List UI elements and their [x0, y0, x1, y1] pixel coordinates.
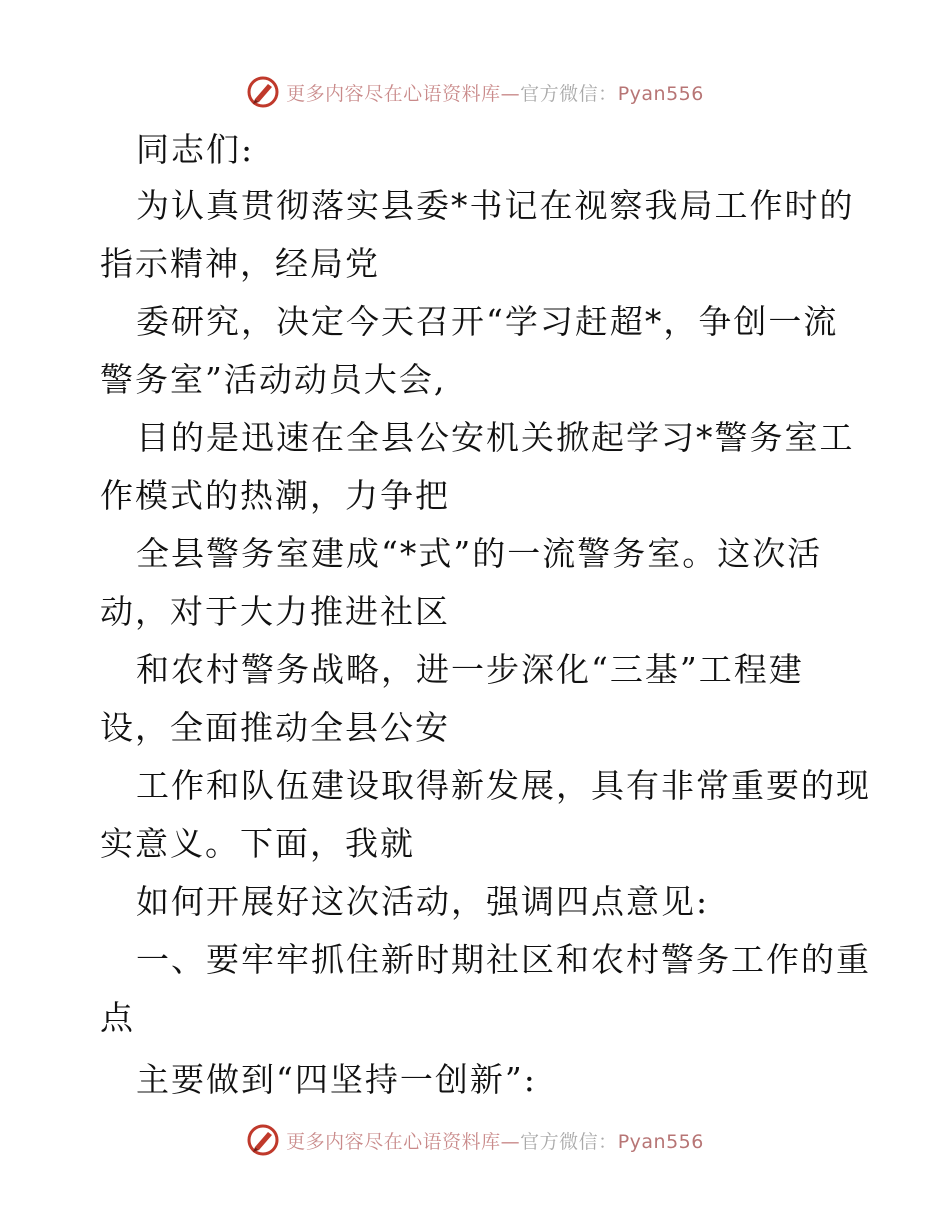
text-line: 目的是迅速在全县公安机关掀起学习*警务室工	[136, 418, 855, 457]
text-line: 和农村警务战略，进一步深化“三基”工程建	[136, 650, 804, 689]
text-line: 指示精神，经局党	[100, 244, 380, 283]
text-line: 全县警务室建成“*式”的一流警务室。这次活	[136, 534, 823, 573]
watermark-site: 更多内容尽在心语资料库	[286, 1130, 501, 1153]
watermark-id: Pyan556	[617, 1130, 704, 1153]
text-line: 一、要牢牢抓住新时期社区和农村警务工作的重	[136, 940, 871, 979]
pen-logo-icon	[246, 75, 280, 109]
text-line: 警务室”活动动员大会,	[100, 360, 447, 399]
text-line: 设，全面推动全县公安	[100, 708, 450, 747]
header-watermark	[0, 72, 950, 112]
text-line: 主要做到“四坚持一创新”:	[136, 1060, 537, 1099]
text-line: 同志们:	[136, 130, 255, 169]
text-line: 如何开展好这次活动，强调四点意见:	[136, 882, 710, 921]
text-line: 实意义。下面，我就	[100, 824, 415, 863]
text-line: 为认真贯彻落实县委*书记在视察我局工作时的	[136, 186, 855, 225]
pen-logo-icon	[246, 1123, 280, 1157]
text-line: 点	[100, 998, 135, 1037]
footer-watermark	[0, 1120, 950, 1160]
watermark-separator: —	[500, 82, 521, 105]
text-line: 委研究，决定今天召开“学习赶超*，争创一流	[136, 302, 839, 341]
watermark-label: 官方微信：	[520, 1130, 618, 1153]
watermark-text	[286, 1127, 704, 1154]
watermark-label: 官方微信：	[520, 82, 618, 105]
text-line: 动，对于大力推进社区	[100, 592, 450, 631]
text-line: 作模式的热潮，力争把	[100, 476, 450, 515]
watermark-site: 更多内容尽在心语资料库	[286, 82, 501, 105]
text-line: 工作和队伍建设取得新发展，具有非常重要的现	[136, 766, 871, 805]
watermark-separator: —	[500, 1130, 521, 1153]
watermark-text	[286, 79, 704, 106]
watermark-id: Pyan556	[617, 82, 704, 105]
